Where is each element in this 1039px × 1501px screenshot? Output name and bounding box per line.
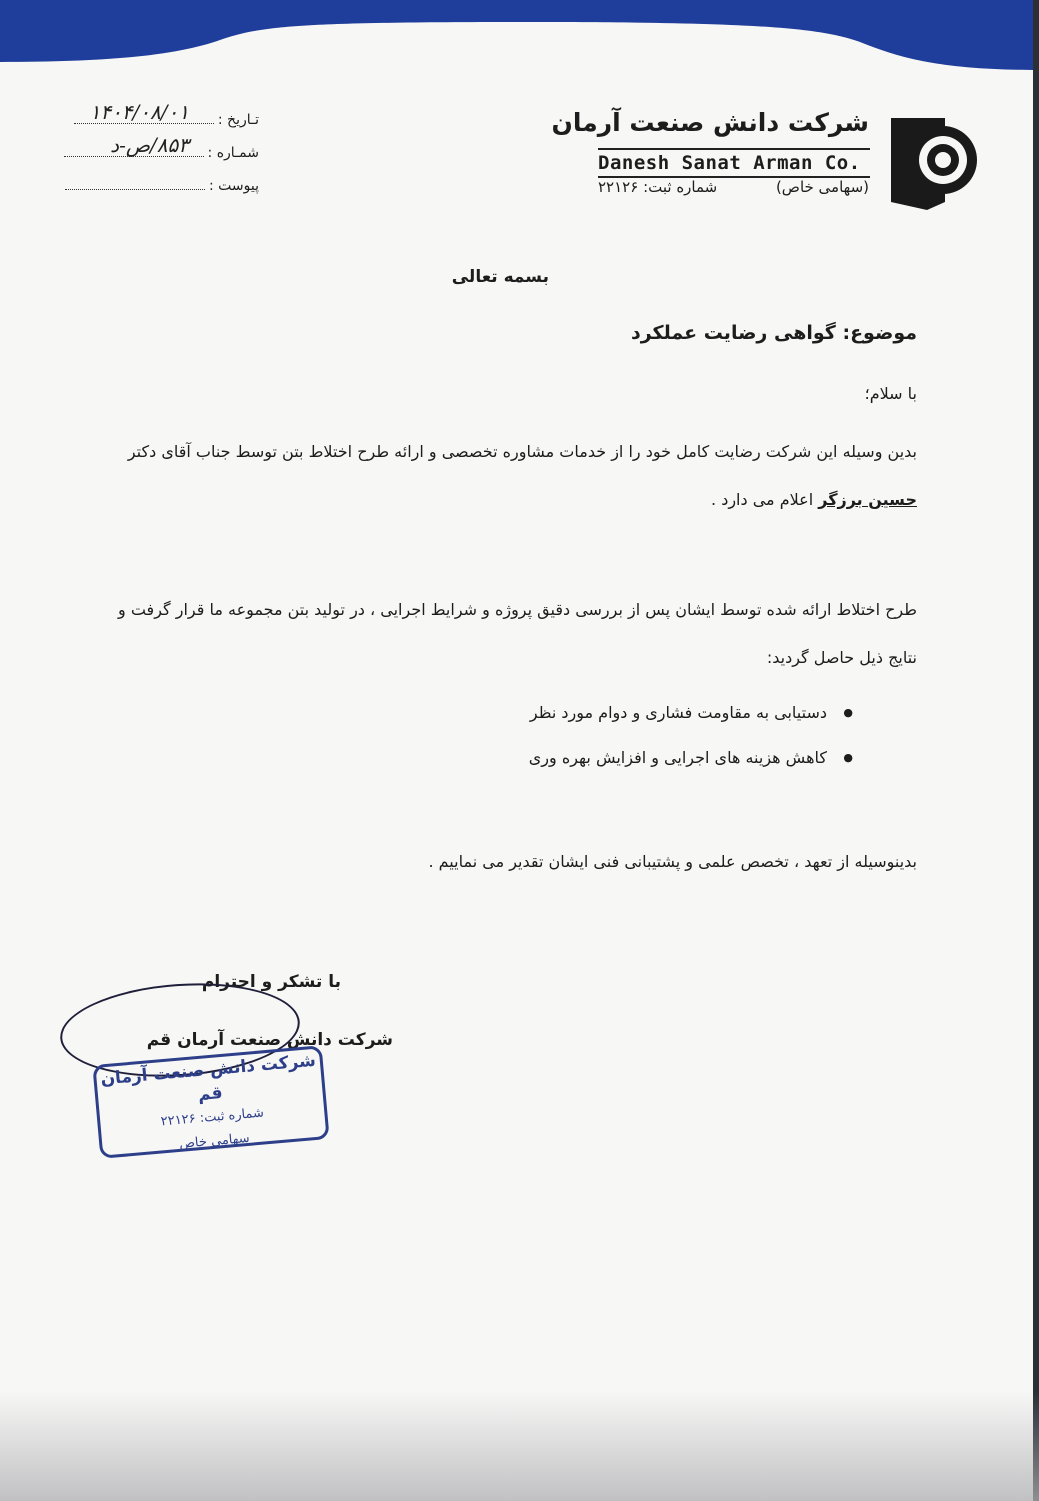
list-item: ● دستیابی به مقاومت فشاری و دوام مورد نظر [529,690,853,735]
company-name-fa: شرکت دانش صنعت آرمان [551,108,869,137]
greeting: با سلام؛ [864,384,917,403]
letterhead-band [0,0,1039,78]
company-stamp: شرکت دانش صنعت آرمان قم شماره ثبت: ۲۲۱۲۶ سهامی خاص [92,1045,329,1159]
letter-subject: موضوع: گواهی رضایت عملکرد [630,322,917,344]
paragraph-1: بدین وسیله این شرکت رضایت کامل خود را از خدمات مشاوره تخصصی و ارائه طرح اختلاط بتن توسط جناب آقای دکتر حسین برزگر اعلام می دارد . [127,442,917,509]
closing-line: با تشکر و احترام [201,972,341,992]
paragraph-3: بدینوسیله از تعهد ، تخصص علمی و پشتیبانی فنی ایشان تقدیر می نماییم . [428,852,917,871]
date-label: تـاریخ : [217,112,259,128]
signature-company: شرکت دانش صنعت آرمان قم [146,1030,393,1050]
results-list [529,690,853,780]
doctor-name: حسین برزگر [818,490,917,509]
number-label: شمـاره : [207,145,259,161]
page-edge [1033,0,1039,1501]
date-row [74,100,259,128]
attachment-row [65,178,259,194]
company-name-en: Danesh Sanat Arman Co. [598,148,870,178]
attachment-label: پیوست : [209,178,259,194]
company-logo-icon [887,106,977,214]
date-value: ۱۴۰۴/۰۸/۰۱ [89,100,189,124]
scan-shadow [0,1391,1039,1501]
company-registration: شماره ثبت: ۲۲۱۲۶ [598,178,718,196]
number-value: ۸۵۳/ص-د [110,133,189,157]
company-type: (سهامی خاص) [775,178,869,196]
basmala: بسمه تعالی [451,267,549,287]
paragraph-2: طرح اختلاط ارائه شده توسط ایشان پس از بررسی دقیق پروژه و شرایط اجرایی ، در تولید بتن مجموعه ما قرار گرفت و نتایج ذیل حاصل گردید: [118,600,917,667]
number-row [64,133,259,161]
list-item: ● کاهش هزینه های اجرایی و افزایش بهره وری [529,735,853,780]
